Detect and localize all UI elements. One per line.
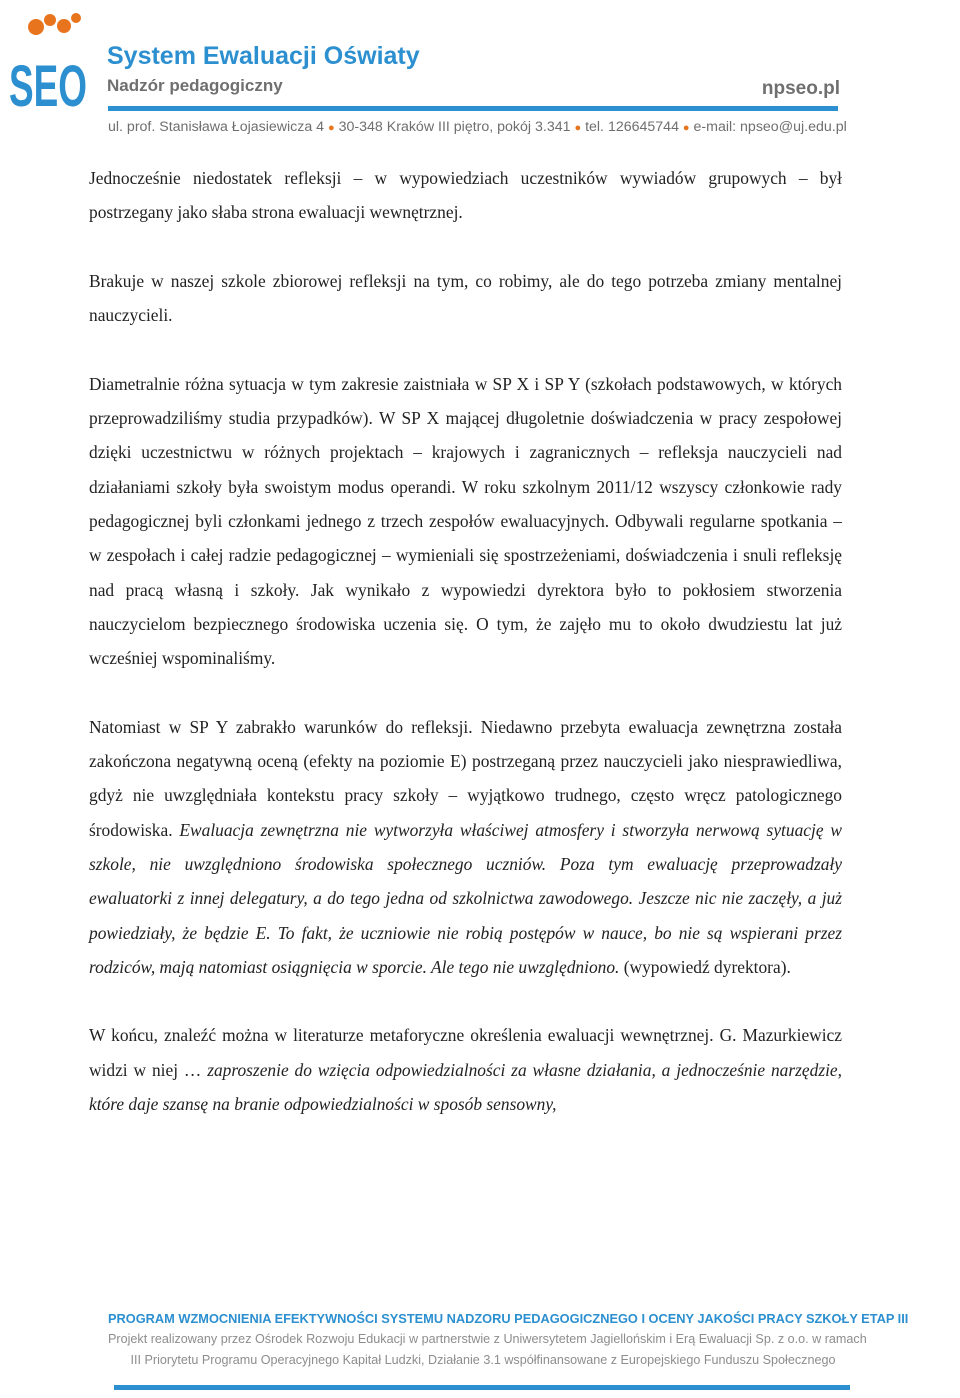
quote-source: (wypowiedź dyrektora). bbox=[623, 956, 791, 977]
bullet-icon: ● bbox=[328, 122, 335, 134]
header-divider bbox=[108, 106, 838, 111]
website-link[interactable]: npseo.pl bbox=[761, 78, 840, 99]
contact-line bbox=[108, 119, 848, 135]
logo-text: SEO bbox=[9, 54, 87, 119]
bullet-icon: ● bbox=[682, 122, 690, 134]
paragraph: Diametralnie różna sytuacja w tym zakresie zaistniała w SP X i SP Y (szkołach podstawowych, w których przeprowadziliśmy studia przypadków). W SP X mającej długoletnie doświadczenia w pracy zespołowej dzięki uczestnictwu w różnych projektach – krajowych i zagranicznych – refleksja nauczycieli nad działaniami szkoły była swoistym modus operandi. W roku szkolnym 2011/12 wszyscy członkowie rady pedagogicznej byli członkami jednego z trzech zespołów ewaluacyjnych. Odbywali regularne spotkania – w zespołach i całej radzie pedagogicznej – wymieniali się spostrzeżeniami, doświadczenia i snuli refleksję nad pracą własną i szkoły. Jak wynikało z wypowiedzi dyrektora było to pokłosiem stworzenia nauczycielom bezpiecznego środowiska uczenia się. O tym, że zajęło mu to około dwudziestu lat już wcześniej wspominaliśmy. bbox=[89, 373, 842, 669]
footer-divider bbox=[114, 1385, 850, 1390]
paragraph bbox=[89, 1018, 842, 1121]
address: ul. prof. Stanisława Łojasiewicza 4 bbox=[108, 119, 325, 135]
footer-funding-line: III Priorytetu Programu Operacyjnego Kapitał Ludzki, Działanie 3.1 współfinansowane z Europejskiego Funduszu Społecznego bbox=[130, 1353, 836, 1367]
footer-program-title: PROGRAM WZMOCNIENIA EFEKTYWNOŚCI SYSTEMU NADZORU PEDAGOGICZNEGO I OCENY JAKOŚCI PRACY SZKOŁY ETAP III bbox=[108, 1311, 909, 1326]
postal-address: 30-348 Kraków III piętro, pokój 3.341 bbox=[338, 119, 571, 135]
footer-project-line: Projekt realizowany przez Ośrodek Rozwoju Edukacji w partnerstwie z Uniwersytetem Jagiellońskim i Erą Ewaluacji Sp. z o.o. w ramach bbox=[108, 1332, 867, 1346]
seo-logo bbox=[8, 8, 90, 119]
organization-name: System Ewaluacji Oświaty bbox=[107, 42, 420, 70]
paragraph bbox=[89, 710, 842, 984]
quote-paragraph: Brakuje w naszej szkole zbiorowej refleksji na tym, co robimy, ale do tego potrzeba zmiany mentalnej nauczycieli. bbox=[89, 270, 842, 326]
document-body bbox=[89, 161, 842, 1156]
italic-quote: Ewaluacja zewnętrzna nie wytworzyła właściwej atmosfery i stworzyła nerwową sytuację w szkole, nie uwzględniono środowiska społecznego uczniów. Poza tym ewaluację przeprowadzały ewaluatorki z innej delegatury, a do tego jedna od szkolnictwa zawodowego. Jeszcze nic nie zaczęły, a już powiedziały, że będzie E. To fakt, że uczniowie nie robią postępów w nauce, bo nie są wspierani przez rodziców, mają natomiast osiągnięcia w sporcie. Ale tego nie uwzględniono. bbox=[89, 819, 842, 977]
paragraph-text: W końcu, znaleźć można w literaturze metaforyczne określenia ewaluacji wewnętrznej. G. Mazurkiewicz widzi w niej … bbox=[89, 1025, 842, 1080]
organization-subtitle: Nadzór pedagogiczny bbox=[107, 76, 283, 95]
bullet-icon: ● bbox=[574, 122, 582, 134]
footer bbox=[108, 1308, 909, 1371]
paragraph: Jednocześnie niedostatek refleksji – w wypowiedziach uczestników wywiadów grupowych – był postrzegany jako słaba strona ewaluacji wewnętrznej. bbox=[89, 168, 842, 223]
paragraph-text: Natomiast w SP Y zabrakło warunków do refleksji. Niedawno przebyta ewaluacja zewnętrzna została zakończona negatywną oceną (efekty na poziomie E) postrzeganą przez nauczycieli jako niesprawiedliwa, gdyż nie uwzględniała kontekstu pracy szkoły – wyjątkowo trudnego, często wręcz patologicznego środowiska. bbox=[89, 716, 842, 840]
phone: tel. 126645744 bbox=[585, 119, 679, 135]
email-link[interactable]: e-mail: npseo@uj.edu.pl bbox=[693, 119, 847, 135]
italic-quote: zaproszenie do wzięcia odpowiedzialności za własne działania, a jednocześnie narzędzie, które daje szansę na branie odpowiedzialności w sposób sensowny, bbox=[89, 1059, 842, 1115]
